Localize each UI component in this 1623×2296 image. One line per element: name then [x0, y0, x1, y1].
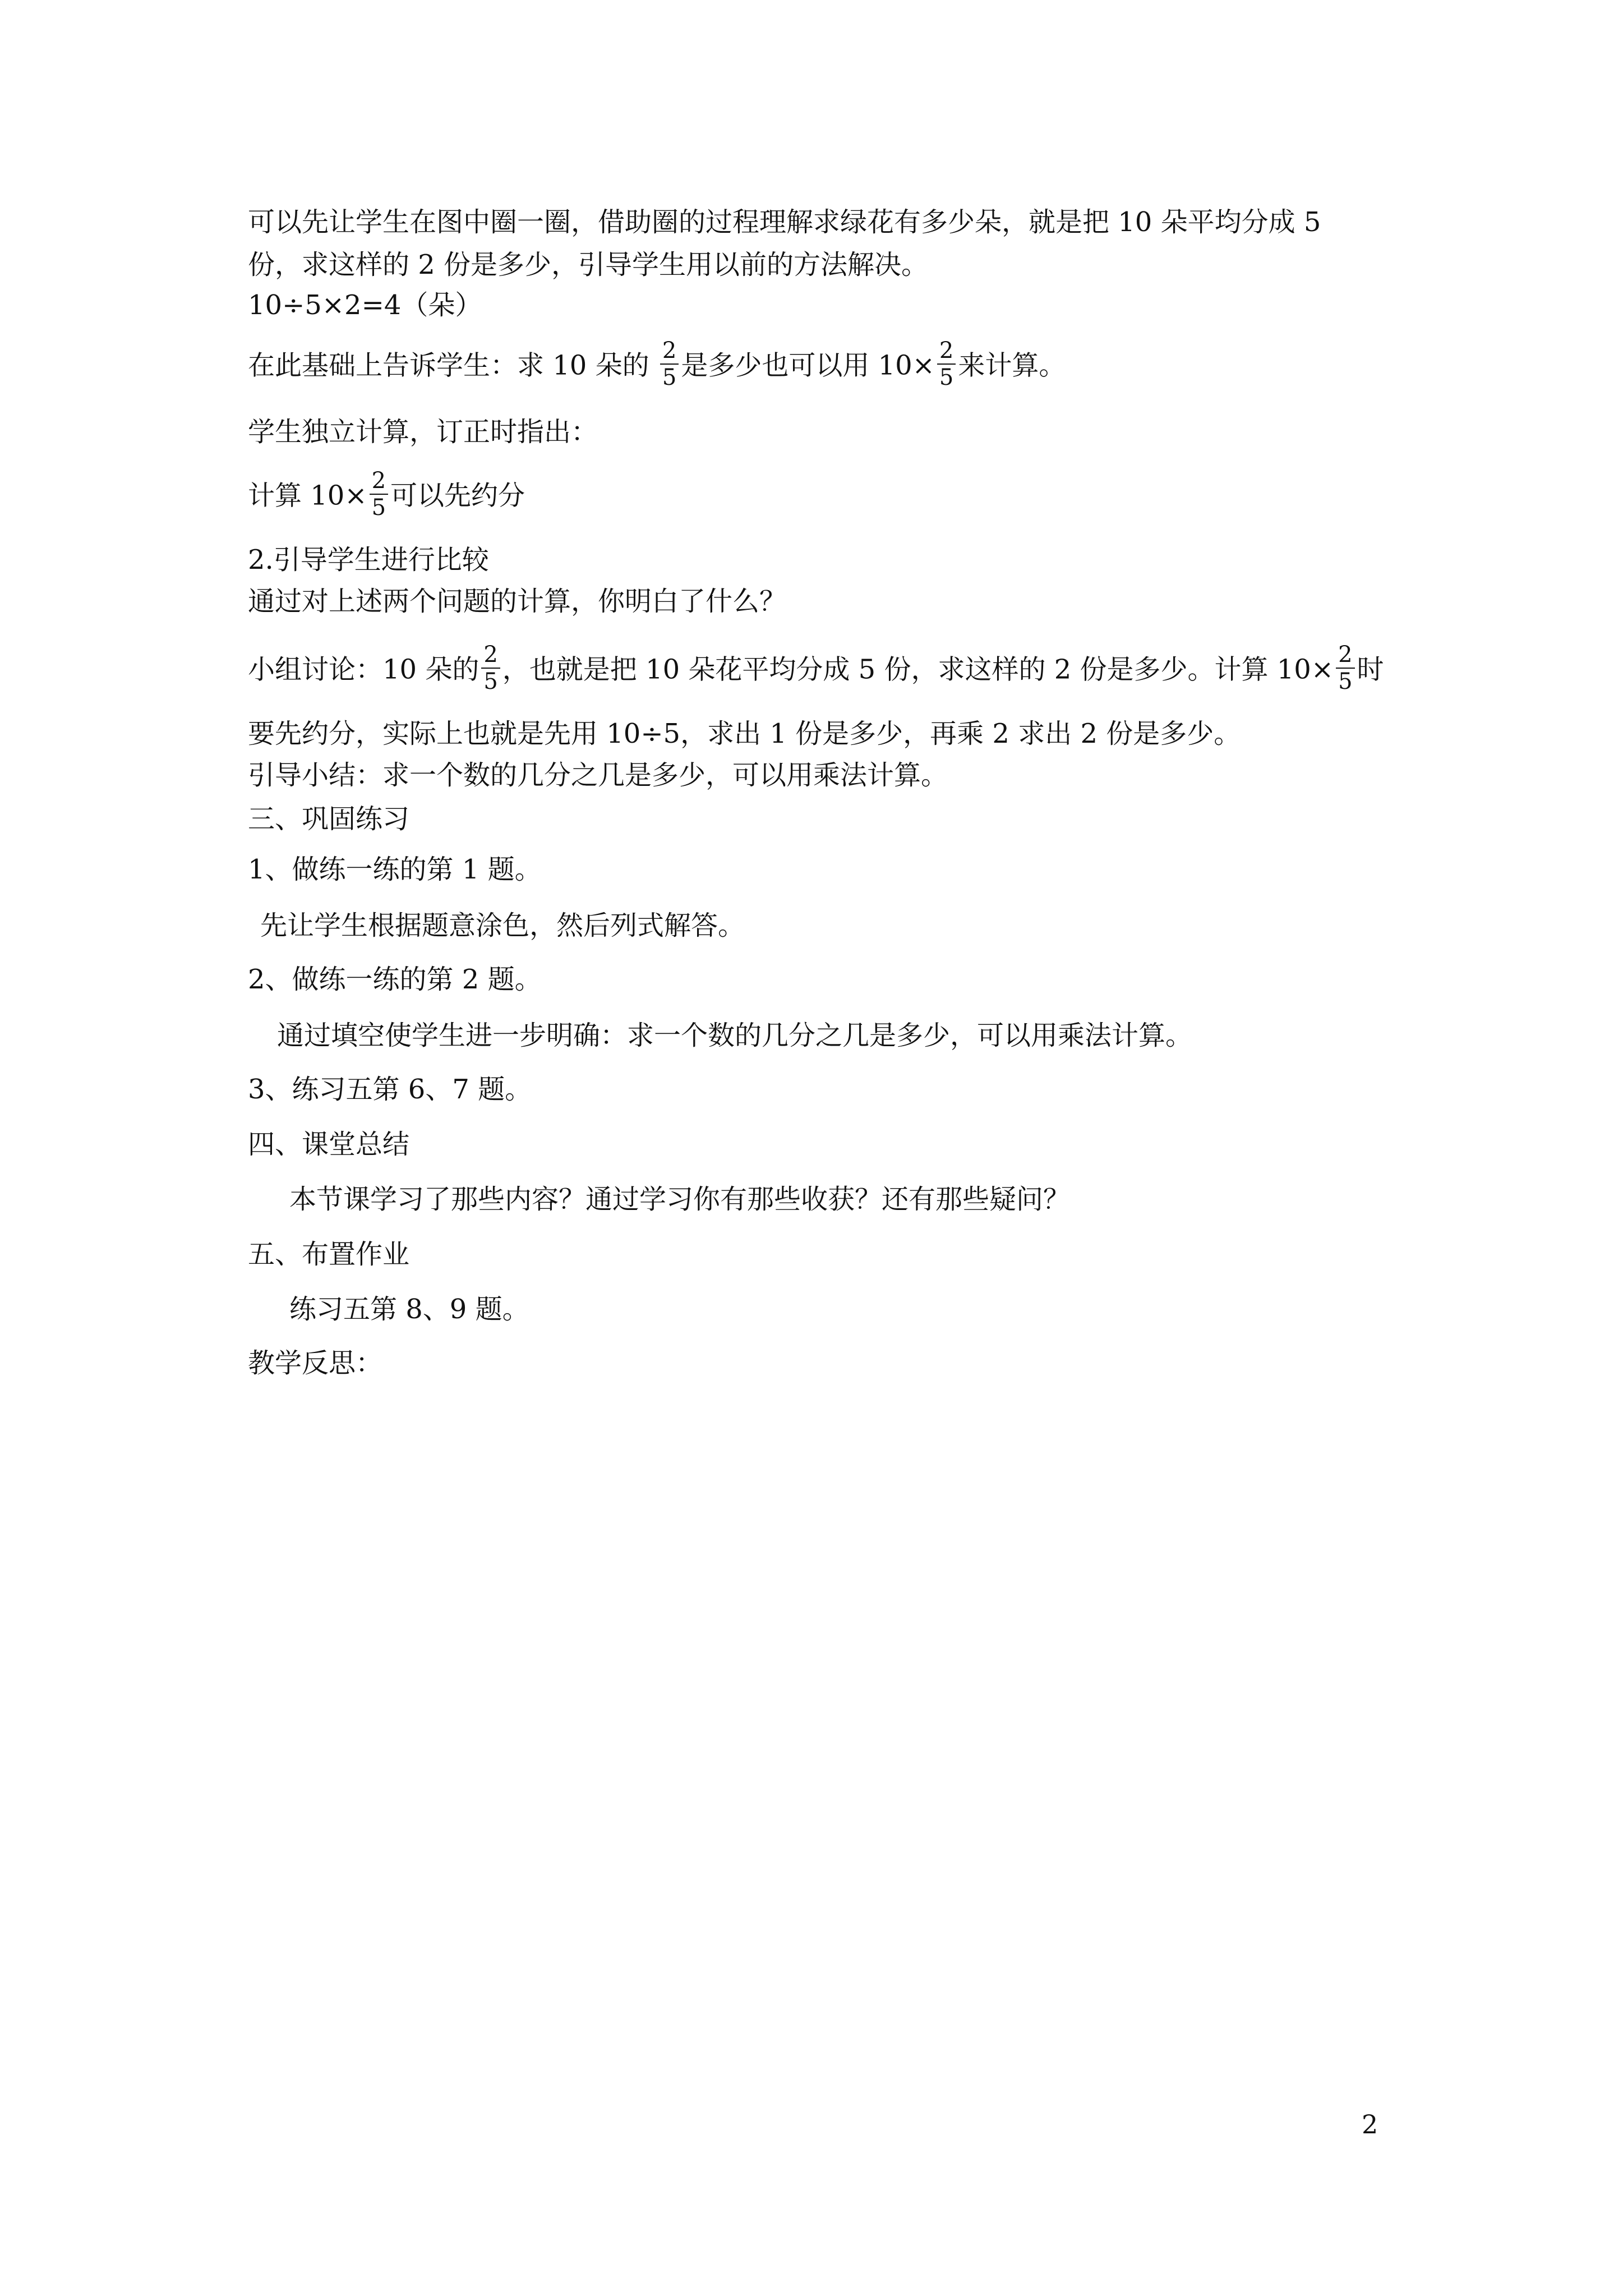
paragraph-line: 练习五第 8、9 题。	[289, 1294, 529, 1325]
paragraph-line: 1、做练一练的第 1 题。	[248, 854, 542, 885]
paragraph-line: 2、做练一练的第 2 题。	[248, 964, 542, 995]
fraction: $\frac{2}{5}$	[937, 338, 956, 390]
section-heading: 四、课堂总结	[248, 1129, 410, 1160]
fraction: $\frac{2}{5}$	[660, 338, 679, 390]
paragraph-line: 引导小结：求一个数的几分之几是多少，可以用乘法计算。	[248, 760, 948, 791]
section-heading: 五、布置作业	[248, 1239, 410, 1270]
paragraph-line: 在此基础上告诉学生：求 10 朵的 $\frac{2}{5}$ 是多少也可以用 10× $\frac{2}{5}$ 来计算。	[248, 338, 1066, 390]
formula-line: 10÷5×2=4（朵）	[248, 289, 482, 321]
paragraph-line: 先让学生根据题意涂色，然后列式解答。	[260, 910, 745, 941]
paragraph-line: 通过对上述两个问题的计算，你明白了什么？	[248, 586, 787, 617]
paragraph-line: 可以先让学生在图中圈一圈，借助圈的过程理解求绿花有多少朵，就是把 10 朵平均分成 5	[248, 206, 1321, 238]
fraction: $\frac{2}{5}$	[1336, 642, 1354, 694]
paragraph-line: 本节课学习了那些内容？通过学习你有那些收获？还有那些疑问？	[289, 1184, 1071, 1215]
paragraph-line: 份，求这样的 2 份是多少，引导学生用以前的方法解决。	[248, 249, 929, 280]
paragraph-line: 小组讨论：10 朵的 $\frac{2}{5}$ ，也就是把 10 朵花平均分成 5 份，求这样的 2 份是多少。计算 10× $\frac{2}{5}$ 时	[248, 642, 1384, 694]
paragraph-line: 教学反思：	[248, 1347, 383, 1379]
fraction: $\frac{2}{5}$	[481, 642, 500, 694]
paragraph-line: 要先约分，实际上也就是先用 10÷5，求出 1 份是多少，再乘 2 求出 2 份是多少。	[248, 718, 1241, 749]
paragraph-line: 通过填空使学生进一步明确：求一个数的几分之几是多少，可以用乘法计算。	[277, 1020, 1193, 1051]
paragraph-line: 学生独立计算，订正时指出：	[248, 416, 598, 448]
paragraph-line: 计算 10× $\frac{2}{5}$ 可以先约分	[248, 468, 525, 521]
page-number: 2	[1362, 2109, 1378, 2139]
section-heading: 三、巩固练习	[248, 803, 410, 835]
heading-line: 2.引导学生进行比较	[248, 544, 489, 576]
fraction: $\frac{2}{5}$	[370, 468, 388, 521]
paragraph-line: 3、练习五第 6、7 题。	[248, 1074, 532, 1105]
